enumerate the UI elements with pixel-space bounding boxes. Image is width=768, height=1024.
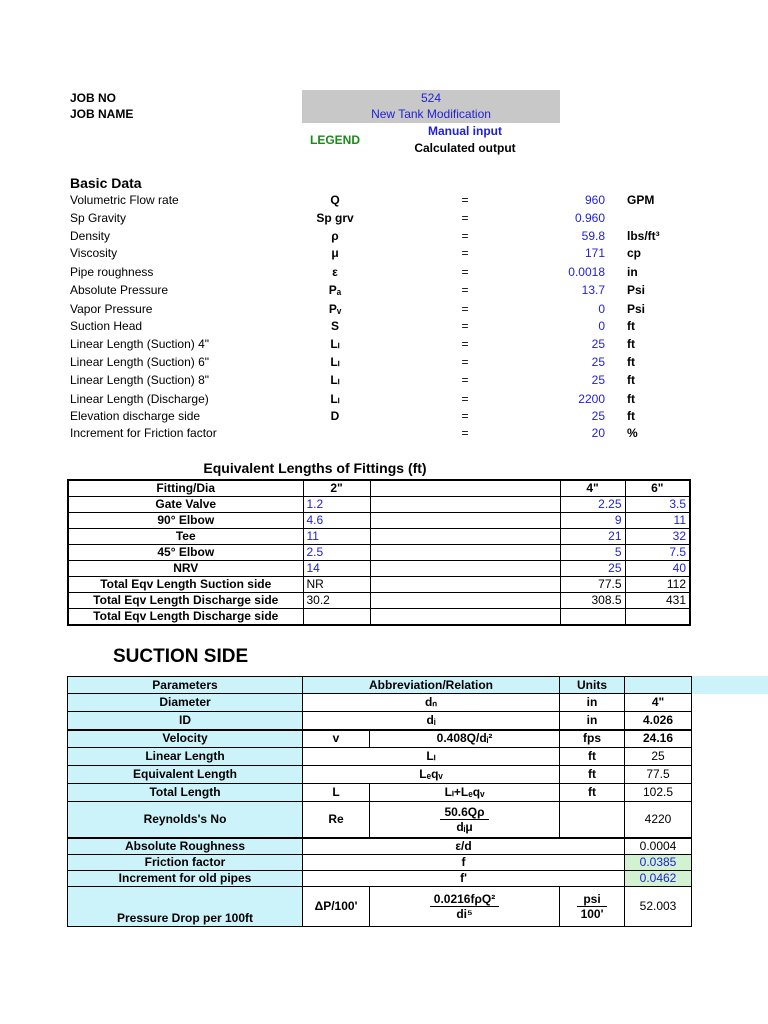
basic-equals: = [461,211,469,225]
suction-table [67,676,692,927]
fittings-row [68,529,690,545]
pressure-drop-value: 52.003 [625,886,692,926]
basic-symbol: Pᵥ [328,302,342,316]
fitting-spacer [370,593,560,609]
basic-unit: ft [627,337,635,351]
friction-factor-value: 0.0385 [625,854,692,870]
fitting-2in[interactable]: 14 [303,561,370,577]
job-no-value[interactable]: 524 [420,91,442,105]
increment-label: Increment for old pipes [68,870,303,886]
basic-equals: = [461,392,469,406]
basic-equals: = [461,302,469,316]
total-length-symbol: L [303,784,370,802]
suc-header-value [625,677,692,694]
total-length-rel: Lₗ+Lₑqᵥ [370,784,560,802]
equivalent-length-rel: Lₑqᵥ [303,766,560,784]
fitting-6in[interactable]: 3.5 [625,497,690,513]
basic-symbol: Lₗ [330,373,340,387]
diameter-unit: in [560,694,625,712]
fittings-header-row [68,480,690,497]
basic-label: Suction Head [70,319,143,333]
suc-header-units: Units [560,677,625,694]
basic-value[interactable]: 25 [591,409,605,423]
fitting-2in[interactable]: 1.2 [303,497,370,513]
roughness-value: 0.0004 [625,838,692,855]
basic-data-row [70,244,690,262]
velocity-rel: 0.408Q/dᵢ² [370,730,560,748]
velocity-unit: fps [560,730,625,748]
linear-length-rel: Lₗ [303,748,560,766]
basic-value[interactable]: 0 [598,319,605,333]
fitting-name: 45° Elbow [68,545,303,561]
fitting-name: Total Eqv Length Discharge side [68,593,303,609]
fitting-2in: 30.2 [303,593,370,609]
basic-data-row [70,335,690,353]
basic-symbol: Lₗ [330,355,340,369]
basic-value[interactable]: 960 [584,193,605,207]
fittings-row [68,513,690,529]
fitting-4in: 77.5 [560,577,625,593]
fittings-header-cell [370,480,560,497]
basic-equals: = [461,337,469,351]
basic-data-row [70,191,690,209]
job-name-label: JOB NAME [70,107,134,121]
diameter-label: Diameter [68,694,303,712]
job-no-label: JOB NO [70,91,117,105]
id-value: 4.026 [625,712,692,730]
fitting-spacer [370,513,560,529]
fittings-row [68,497,690,513]
basic-symbol: D [330,409,340,423]
increment-rel: f' [303,870,625,886]
basic-value[interactable]: 0.0018 [568,265,605,279]
cyan-highlight-strip [691,676,768,694]
basic-data-title: Basic Data [70,175,142,191]
fitting-spacer [370,545,560,561]
velocity-value: 24.16 [625,730,692,748]
fittings-row [68,609,690,626]
basic-data-row [70,371,690,389]
pressure-denominator: di⁵ [456,906,473,921]
fitting-name: Total Eqv Length Suction side [68,577,303,593]
basic-symbol: S [330,319,339,333]
linear-length-unit: ft [560,748,625,766]
basic-symbol: ρ [331,229,339,243]
fittings-row [68,545,690,561]
fitting-4in[interactable]: 21 [560,529,625,545]
diameter-rel: dₙ [303,694,560,712]
basic-unit: ft [627,392,635,406]
fitting-2in[interactable]: 11 [303,529,370,545]
basic-data-row [70,281,690,299]
basic-equals: = [461,246,469,260]
fitting-2in: NR [303,577,370,593]
linear-length-value: 25 [625,748,692,766]
basic-equals: = [461,193,469,207]
basic-unit: % [627,426,638,440]
basic-label: Linear Length (Suction) 4" [70,337,210,351]
legend-calculated-output: Calculated output [414,141,516,155]
pressure-unit-denominator: 100' [580,906,604,921]
fitting-4in [560,609,625,626]
fitting-4in[interactable]: 5 [560,545,625,561]
fitting-spacer [370,497,560,513]
basic-label: Elevation discharge side [70,409,201,423]
equivalent-length-label: Equivalent Length [68,766,303,784]
basic-value[interactable]: 25 [591,373,605,387]
basic-label: Volumetric Flow rate [70,193,179,207]
fittings-title: Equivalent Lengths of Fittings (ft) [203,460,427,476]
basic-symbol: ε [332,265,338,279]
pressure-drop-formula [370,886,560,926]
fittings-header-cell: 4" [560,480,625,497]
velocity-symbol: v [303,730,370,748]
basic-value[interactable]: 0 [598,302,605,316]
basic-label: Absolute Pressure [70,283,169,297]
basic-data-row [70,317,690,335]
basic-data-row [70,424,690,442]
basic-symbol: Sp grv [316,211,354,225]
basic-equals: = [461,283,469,297]
friction-factor-label: Friction factor [68,854,303,870]
basic-unit: GPM [627,193,655,207]
basic-label: Linear Length (Discharge) [70,392,209,406]
total-length-unit: ft [560,784,625,802]
fitting-2in[interactable]: 4.6 [303,513,370,529]
pressure-unit-numerator: psi [577,892,608,907]
basic-label: Viscosity [70,246,118,260]
basic-unit: ft [627,319,635,333]
basic-symbol: Lₗ [330,337,340,351]
reynolds-unit [560,802,625,838]
equivalent-length-value: 77.5 [625,766,692,784]
fittings-header-cell: 6" [625,480,690,497]
fittings-table [67,479,691,626]
basic-data-row [70,353,690,371]
basic-label: Vapor Pressure [70,302,153,316]
reynolds-formula [370,802,560,838]
fitting-6in[interactable]: 7.5 [625,545,690,561]
basic-label: Linear Length (Suction) 6" [70,355,210,369]
basic-unit: lbs/ft³ [627,229,660,243]
fitting-2in [303,609,370,626]
equivalent-length-unit: ft [560,766,625,784]
linear-length-label: Linear Length [68,748,303,766]
job-name-value[interactable]: New Tank Modification [371,107,491,121]
fittings-row [68,593,690,609]
basic-symbol: Pₐ [328,283,342,297]
suction-side-title: SUCTION SIDE [113,646,249,667]
suc-header-params: Parameters [68,677,303,694]
basic-data-row [70,263,690,281]
basic-value[interactable]: 20 [591,426,605,440]
diameter-value: 4" [625,694,692,712]
fitting-4in[interactable]: 2.25 [560,497,625,513]
basic-symbol: Q [330,193,340,207]
reynolds-numerator: 50.6Qρ [440,805,488,820]
reynolds-label: Reynolds's No [68,802,303,838]
basic-data-row [70,209,690,227]
basic-unit: ft [627,355,635,369]
basic-value[interactable]: 13.7 [581,283,605,297]
roughness-label: Absolute Roughness [68,838,303,855]
fitting-spacer [370,577,560,593]
pressure-drop-label: Pressure Drop per 100ft [68,886,303,926]
basic-value[interactable]: 0.960 [574,211,605,225]
fitting-2in[interactable]: 2.5 [303,545,370,561]
basic-unit: Psi [627,283,646,297]
basic-label: Sp Gravity [70,211,127,225]
basic-equals: = [461,373,469,387]
fitting-name: Tee [68,529,303,545]
fitting-6in: 431 [625,593,690,609]
fitting-name: 90° Elbow [68,513,303,529]
basic-equals: = [461,229,469,243]
reynolds-denominator: dᵢμ [456,819,473,834]
basic-symbol: Lₗ [330,392,340,406]
basic-equals: = [461,409,469,423]
fitting-spacer [370,609,560,626]
basic-equals: = [461,426,469,440]
fittings-header-cell: Fitting/Dia [68,480,303,497]
fitting-4in[interactable]: 9 [560,513,625,529]
basic-equals: = [461,319,469,333]
basic-data-row [70,300,690,318]
legend-manual-input: Manual input [428,124,502,138]
basic-unit: in [627,265,638,279]
pressure-numerator: 0.0216fρQ² [430,892,499,907]
pressure-drop-symbol: ΔP/100' [303,886,370,926]
basic-data-row [70,390,690,408]
basic-equals: = [461,265,469,279]
suc-header-rel: Abbreviation/Relation [303,677,560,694]
basic-value[interactable]: 25 [591,337,605,351]
id-rel: dᵢ [303,712,560,730]
reynolds-symbol: Re [303,802,370,838]
fitting-6in[interactable]: 40 [625,561,690,577]
fitting-spacer [370,561,560,577]
velocity-label: Velocity [68,730,303,748]
basic-label: Increment for Friction factor [70,426,217,440]
basic-data-row [70,407,690,425]
roughness-rel: ε/d [303,838,625,855]
basic-label: Linear Length (Suction) 8" [70,373,210,387]
basic-data-row [70,227,690,245]
pressure-drop-unit [560,886,625,926]
fitting-4in: 308.5 [560,593,625,609]
legend-label: LEGEND [310,133,361,147]
basic-label: Pipe roughness [70,265,154,279]
basic-value[interactable]: 2200 [578,392,605,406]
fitting-name: Total Eqv Length Discharge side [68,609,303,626]
fitting-name: Gate Valve [68,497,303,513]
basic-unit: cp [627,246,642,260]
basic-label: Density [70,229,111,243]
fittings-header-cell: 2" [303,480,370,497]
basic-equals: = [461,355,469,369]
basic-value[interactable]: 25 [591,355,605,369]
fitting-name: NRV [68,561,303,577]
fitting-spacer [370,529,560,545]
increment-value: 0.0462 [625,870,692,886]
fittings-row [68,577,690,593]
id-label: ID [68,712,303,730]
reynolds-value: 4220 [625,802,692,838]
fitting-6in[interactable]: 32 [625,529,690,545]
basic-unit: ft [627,409,635,423]
total-length-value: 102.5 [625,784,692,802]
basic-unit: ft [627,373,635,387]
friction-factor-rel: f [303,854,625,870]
basic-symbol: μ [331,246,339,260]
fittings-row [68,561,690,577]
basic-unit: Psi [627,302,646,316]
fitting-6in[interactable]: 11 [625,513,690,529]
total-length-label: Total Length [68,784,303,802]
fitting-6in [625,609,690,626]
id-unit: in [560,712,625,730]
basic-value[interactable]: 59.8 [581,229,605,243]
fitting-4in[interactable]: 25 [560,561,625,577]
fitting-6in: 112 [625,577,690,593]
basic-value[interactable]: 171 [584,246,605,260]
